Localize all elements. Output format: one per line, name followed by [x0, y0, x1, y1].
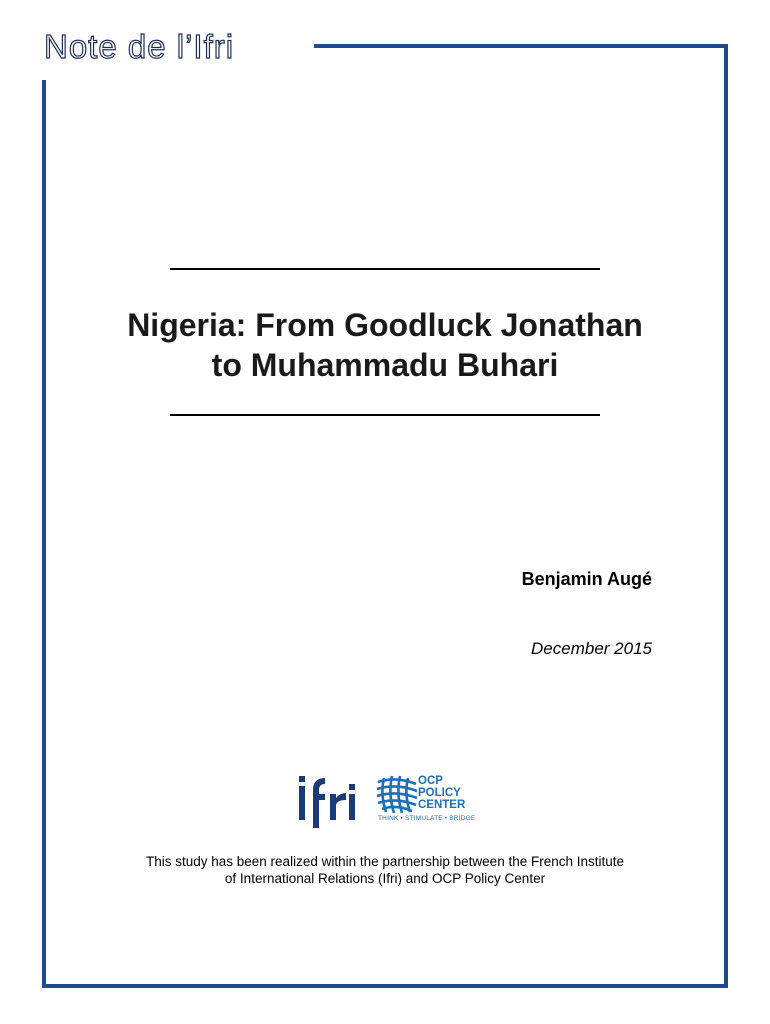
- partnership-line-1: This study has been realized within the partnership between the French Institute: [145, 854, 625, 869]
- partnership-line-2: of International Relations (Ifri) and OCP Policy Center: [224, 871, 546, 886]
- frame-left-line: [42, 80, 46, 988]
- author-name: Benjamin Augé: [521, 569, 652, 589]
- title-line-2: to Muhammadu Buhari: [211, 347, 559, 383]
- frame-top-line: [314, 44, 728, 48]
- publication-date: December 2015: [531, 639, 652, 658]
- frame-right-line: [724, 44, 728, 988]
- ocp-name-line-2: POLICY: [418, 787, 461, 799]
- ocp-tagline: THINK • STIMULATE • BRIDGE: [378, 815, 476, 822]
- ocp-name-line-3: CENTER: [418, 799, 466, 811]
- partner-logos: [296, 770, 486, 830]
- ocp-policy-center-logo: [376, 774, 478, 824]
- partnership-note: [60, 853, 710, 887]
- frame-bottom-line: [42, 984, 728, 988]
- title-rule-bottom: [170, 414, 600, 416]
- ifri-logo: [296, 774, 360, 835]
- series-label: Note de l’Ifri: [44, 28, 235, 65]
- document-title: [40, 305, 730, 385]
- title-line-1: Nigeria: From Goodluck Jonathan: [127, 307, 643, 343]
- title-rule-top: [170, 268, 600, 270]
- ocp-globe-icon: [376, 774, 418, 814]
- ocp-name-line-1: OCP: [418, 775, 443, 787]
